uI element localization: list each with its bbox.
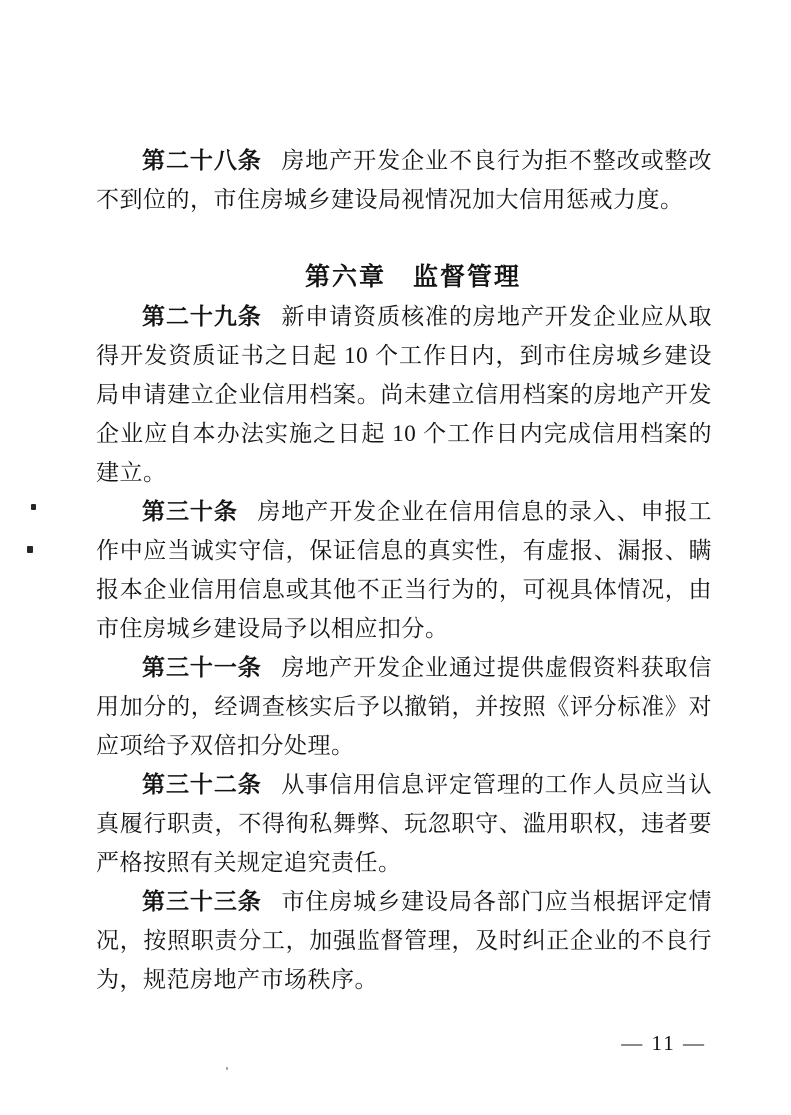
page-number: — 11 —: [621, 1031, 706, 1055]
ink-speck: [31, 504, 36, 510]
document-body: [96, 141, 712, 999]
article-32-text: 从事信用信息评定管理的工作人员应当认真履行职责，不得徇私舞弊、玩忽职守、滥用职权，违者要严格按照有关规定追究责任。: [96, 772, 713, 875]
article-28-number: 第二十八条: [142, 147, 262, 173]
article-30-text: 房地产开发企业在信用信息的录入、申报工作中应当诚实守信，保证信息的真实性，有虚报、漏报、瞒报本企业信用信息或其他不正当行为的，可视具体情况，由市住房城乡建设局予以相应扣分。: [96, 499, 713, 641]
article-29-number: 第二十九条: [142, 303, 262, 329]
article-33-text: 市住房城乡建设局各部门应当根据评定情况，按照职责分工，加强监督管理，及时纠正企业的不良行为，规范房地产市场秩序。: [96, 889, 713, 992]
article-28-paragraph: [96, 141, 712, 219]
article-32-paragraph: [96, 765, 712, 882]
article-31-text: 房地产开发企业通过提供虚假资料获取信用加分的，经调查核实后予以撤销，并按照《评分标准》对应项给予双倍扣分处理。: [96, 655, 713, 758]
article-29-paragraph: [96, 297, 712, 492]
article-31-paragraph: [96, 648, 712, 765]
article-33-number: 第三十三条: [142, 888, 262, 914]
article-30-paragraph: [96, 492, 712, 648]
ink-speck: [27, 546, 33, 553]
chapter-heading: 第六章 监督管理: [304, 263, 521, 291]
ink-speck: [226, 1067, 228, 1070]
article-31-number: 第三十一条: [142, 654, 262, 680]
article-29-text: 新申请资质核准的房地产开发企业应从取得开发资质证书之日起 10 个工作日内，到市住房城乡建设局申请建立企业信用档案。尚未建立信用档案的房地产开发企业应自本办法实施之日起 10 个工作日内完成信用档案的建立。: [96, 304, 713, 485]
article-30-number: 第三十条: [142, 498, 238, 524]
article-28-text: 房地产开发企业不良行为拒不整改或整改不到位的，市住房城乡建设局视情况加大信用惩戒力度。: [96, 148, 713, 212]
article-33-paragraph: [96, 882, 712, 999]
article-32-number: 第三十二条: [142, 771, 262, 797]
